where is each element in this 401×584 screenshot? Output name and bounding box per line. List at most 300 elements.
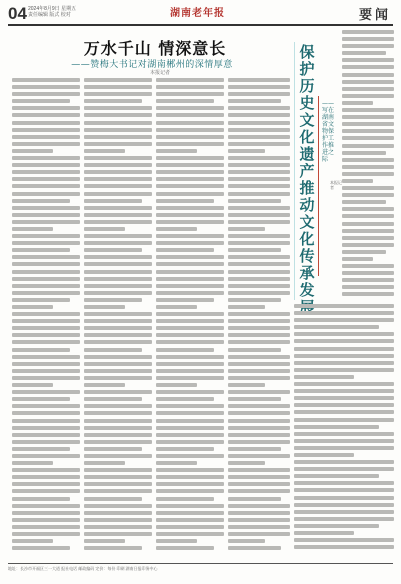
text-line	[84, 170, 152, 174]
text-line	[84, 404, 152, 408]
text-line	[156, 454, 224, 458]
feature-column-2	[294, 304, 394, 558]
text-line	[228, 369, 290, 373]
text-line	[156, 291, 224, 295]
text-line	[342, 257, 373, 261]
text-line	[342, 193, 394, 197]
text-line	[12, 383, 53, 387]
text-line	[294, 396, 394, 400]
text-line	[294, 503, 394, 507]
text-line	[12, 170, 80, 174]
text-line	[12, 192, 80, 196]
text-line	[12, 255, 80, 259]
text-line	[12, 135, 80, 139]
text-line	[84, 291, 152, 295]
text-line	[342, 122, 394, 126]
text-line	[228, 447, 281, 451]
page-number: 04	[8, 4, 27, 23]
text-line	[84, 433, 152, 437]
text-line	[156, 355, 224, 359]
text-line	[228, 390, 290, 394]
text-line	[84, 504, 152, 508]
text-line	[84, 220, 152, 224]
text-line	[12, 497, 70, 501]
text-line	[156, 277, 224, 281]
text-line	[84, 248, 142, 252]
text-line	[156, 539, 197, 543]
text-line	[12, 369, 80, 373]
text-line	[342, 101, 373, 105]
text-line	[84, 454, 152, 458]
feature-decoration-line	[318, 96, 319, 276]
text-line	[156, 419, 224, 423]
text-line	[156, 532, 224, 536]
text-line	[294, 318, 394, 322]
text-line	[156, 497, 214, 501]
text-line	[156, 163, 224, 167]
text-line	[228, 518, 290, 522]
text-line	[156, 227, 197, 231]
text-line	[342, 129, 394, 133]
text-line	[294, 538, 394, 542]
text-line	[156, 121, 224, 125]
text-line	[342, 115, 394, 119]
text-line	[342, 285, 394, 289]
text-line	[12, 177, 80, 181]
text-line	[156, 113, 224, 117]
text-line	[84, 85, 152, 89]
text-line	[294, 488, 394, 492]
text-line	[84, 326, 152, 330]
text-line	[12, 121, 80, 125]
text-line	[228, 454, 290, 458]
text-line	[228, 78, 290, 82]
text-line	[294, 467, 394, 471]
text-line	[12, 184, 80, 188]
text-line	[228, 397, 281, 401]
text-line	[156, 411, 224, 415]
text-line	[228, 270, 290, 274]
text-line	[228, 99, 281, 103]
text-line	[84, 397, 142, 401]
text-line	[12, 270, 80, 274]
text-line	[294, 418, 394, 422]
text-line	[156, 220, 224, 224]
section-name: 要闻	[358, 8, 391, 23]
text-line	[12, 362, 80, 366]
text-line	[156, 262, 224, 266]
text-line	[12, 305, 53, 309]
text-line	[228, 525, 290, 529]
text-line	[156, 447, 214, 451]
text-line	[12, 206, 80, 210]
text-line	[84, 227, 125, 231]
text-line	[342, 30, 394, 34]
text-line	[12, 106, 80, 110]
text-line	[156, 206, 224, 210]
text-line	[294, 403, 394, 407]
text-line	[84, 532, 152, 536]
text-line	[156, 369, 224, 373]
text-line	[342, 278, 394, 282]
text-line	[156, 85, 224, 89]
text-line	[294, 339, 394, 343]
text-line	[342, 186, 394, 190]
text-line	[228, 142, 290, 146]
text-line	[228, 184, 290, 188]
text-line	[228, 482, 290, 486]
text-line	[156, 546, 214, 550]
text-line	[342, 229, 394, 233]
text-line	[156, 440, 224, 444]
text-line	[12, 511, 80, 515]
feature-byline: 本报记者	[330, 180, 342, 190]
text-line	[84, 163, 152, 167]
text-line	[228, 241, 290, 245]
text-line	[84, 113, 152, 117]
text-line	[228, 532, 290, 536]
text-line	[156, 489, 224, 493]
date-line: 2024年8月9日 星期五	[28, 6, 77, 12]
text-line	[84, 270, 152, 274]
text-line	[84, 489, 152, 493]
text-line	[84, 312, 152, 316]
text-line	[156, 255, 224, 259]
text-line	[84, 305, 125, 309]
text-line	[84, 213, 152, 217]
text-line	[294, 368, 394, 372]
text-line	[228, 192, 290, 196]
text-line	[84, 461, 125, 465]
text-line	[12, 241, 80, 245]
text-line	[156, 92, 224, 96]
text-line	[84, 241, 152, 245]
text-line	[156, 177, 224, 181]
text-line	[12, 262, 80, 266]
text-line	[12, 142, 80, 146]
text-line	[228, 539, 265, 543]
text-line	[156, 468, 224, 472]
text-line	[84, 255, 152, 259]
text-line	[84, 419, 152, 423]
text-line	[342, 108, 394, 112]
text-line	[156, 156, 224, 160]
text-line	[84, 177, 152, 181]
text-line	[84, 355, 152, 359]
text-line	[156, 475, 224, 479]
feature-subtitle: ——写在湖南省文物保护工作推进之际	[322, 100, 335, 163]
text-line	[342, 65, 394, 69]
text-line	[84, 135, 152, 139]
text-line	[156, 241, 224, 245]
text-line	[342, 58, 394, 62]
text-line	[294, 354, 394, 358]
text-line	[84, 383, 125, 387]
text-line	[294, 524, 379, 528]
text-line	[228, 163, 290, 167]
text-line	[228, 156, 290, 160]
text-line	[84, 333, 152, 337]
text-line	[228, 92, 290, 96]
text-line	[342, 51, 386, 55]
text-line	[84, 390, 152, 394]
text-line	[156, 525, 224, 529]
text-line	[294, 375, 354, 379]
text-line	[12, 355, 80, 359]
lead-column-4	[228, 78, 290, 558]
text-line	[156, 142, 224, 146]
text-line	[12, 539, 53, 543]
text-line	[228, 419, 290, 423]
text-line	[342, 292, 394, 296]
text-line	[12, 447, 70, 451]
text-line	[294, 481, 394, 485]
text-line	[12, 475, 80, 479]
text-line	[228, 348, 281, 352]
text-line	[342, 236, 394, 240]
text-line	[156, 433, 224, 437]
text-line	[12, 277, 80, 281]
text-line	[342, 87, 394, 91]
text-line	[156, 426, 224, 430]
text-line	[294, 531, 354, 535]
text-line	[84, 539, 125, 543]
text-line	[294, 460, 394, 464]
text-line	[228, 504, 290, 508]
text-line	[12, 220, 80, 224]
text-line	[342, 37, 394, 41]
text-line	[228, 177, 290, 181]
text-line	[228, 440, 290, 444]
text-line	[12, 319, 80, 323]
lead-column-2	[84, 78, 152, 558]
text-line	[84, 511, 152, 515]
text-line	[156, 376, 224, 380]
text-line	[156, 312, 224, 316]
text-line	[294, 510, 394, 514]
text-line	[156, 397, 214, 401]
text-line	[342, 158, 394, 162]
text-line	[228, 404, 290, 408]
text-line	[156, 362, 224, 366]
text-line	[12, 376, 80, 380]
text-line	[294, 311, 394, 315]
text-line	[342, 250, 386, 254]
text-line	[294, 425, 379, 429]
text-line	[12, 433, 80, 437]
text-line	[294, 496, 394, 500]
text-line	[228, 355, 290, 359]
text-line	[342, 144, 394, 148]
text-line	[12, 468, 80, 472]
text-line	[84, 206, 152, 210]
text-line	[156, 270, 224, 274]
date-block	[28, 6, 76, 18]
text-line	[12, 404, 80, 408]
text-line	[156, 348, 214, 352]
text-line	[156, 234, 224, 238]
text-line	[294, 361, 394, 365]
text-line	[342, 243, 394, 247]
text-line	[342, 94, 394, 98]
text-line	[12, 128, 80, 132]
text-line	[294, 325, 379, 329]
text-line	[228, 433, 290, 437]
paper-name: 湖南老年报	[170, 8, 225, 19]
text-line	[84, 262, 152, 266]
text-line	[342, 151, 386, 155]
text-line	[84, 411, 152, 415]
text-line	[84, 149, 125, 153]
text-line	[156, 248, 214, 252]
text-line	[12, 234, 80, 238]
text-line	[228, 511, 290, 515]
text-line	[294, 446, 394, 450]
text-line	[12, 348, 70, 352]
text-line	[342, 222, 394, 226]
text-line	[228, 546, 281, 550]
text-line	[12, 326, 80, 330]
text-line	[228, 291, 290, 295]
text-line	[342, 172, 394, 176]
text-line	[294, 410, 394, 414]
text-line	[342, 207, 394, 211]
text-line	[156, 482, 224, 486]
text-line	[228, 149, 265, 153]
text-line	[294, 453, 354, 457]
text-line	[12, 199, 70, 203]
text-line	[294, 432, 394, 436]
text-line	[12, 426, 80, 430]
text-line	[12, 312, 80, 316]
text-line	[12, 149, 53, 153]
text-line	[156, 192, 224, 196]
text-line	[12, 163, 80, 167]
text-line	[156, 504, 224, 508]
text-line	[156, 390, 224, 394]
text-line	[84, 128, 152, 132]
text-line	[12, 113, 80, 117]
text-line	[228, 319, 290, 323]
text-line	[342, 214, 394, 218]
text-line	[228, 262, 290, 266]
text-line	[12, 454, 80, 458]
text-line	[228, 234, 290, 238]
text-line	[12, 532, 80, 536]
text-line	[84, 199, 142, 203]
text-line	[228, 121, 290, 125]
text-line	[12, 390, 80, 394]
edition-line: 责任编辑 版式 校对	[28, 12, 71, 18]
lead-column-1	[12, 78, 80, 558]
text-line	[84, 78, 152, 82]
text-line	[228, 227, 265, 231]
text-line	[84, 525, 152, 529]
text-line	[156, 99, 214, 103]
text-line	[294, 382, 394, 386]
text-line	[228, 333, 290, 337]
text-line	[228, 248, 281, 252]
text-line	[156, 298, 214, 302]
text-line	[12, 504, 80, 508]
text-line	[84, 518, 152, 522]
text-line	[228, 340, 290, 344]
text-line	[12, 397, 70, 401]
text-line	[156, 149, 197, 153]
text-line	[84, 156, 152, 160]
text-line	[228, 468, 290, 472]
footer-text: 地址：长沙市开福区三一大道 报社电话 邮政编码 定价：每份 印刷 湖南日报印务中心	[8, 566, 158, 571]
text-line	[342, 271, 394, 275]
text-line	[228, 220, 290, 224]
text-line	[156, 284, 224, 288]
text-line	[294, 474, 379, 478]
text-line	[156, 518, 224, 522]
text-line	[156, 511, 224, 515]
text-line	[84, 546, 142, 550]
text-line	[228, 383, 265, 387]
text-line	[228, 128, 290, 132]
text-line	[156, 383, 197, 387]
text-line	[84, 192, 152, 196]
text-line	[12, 525, 80, 529]
text-line	[156, 326, 224, 330]
text-line	[156, 340, 224, 344]
text-line	[228, 326, 290, 330]
text-line	[84, 348, 142, 352]
text-line	[84, 468, 152, 472]
text-line	[228, 106, 290, 110]
text-line	[12, 85, 80, 89]
text-line	[84, 106, 152, 110]
text-line	[12, 227, 53, 231]
text-line	[228, 497, 281, 501]
text-line	[84, 440, 152, 444]
text-line	[156, 199, 214, 203]
text-line	[12, 92, 80, 96]
lead-byline: 本报记者	[150, 70, 171, 76]
text-line	[228, 362, 290, 366]
text-line	[156, 305, 197, 309]
text-line	[156, 184, 224, 188]
text-line	[228, 170, 290, 174]
text-line	[156, 106, 224, 110]
text-line	[228, 489, 290, 493]
text-line	[228, 305, 265, 309]
text-line	[228, 411, 290, 415]
text-line	[228, 255, 290, 259]
text-line	[84, 362, 152, 366]
text-line	[84, 298, 142, 302]
text-line	[228, 312, 290, 316]
text-line	[228, 206, 290, 210]
text-line	[342, 73, 394, 77]
text-line	[12, 284, 80, 288]
text-line	[228, 298, 281, 302]
text-line	[156, 78, 224, 82]
lead-column-3	[156, 78, 224, 558]
text-line	[294, 545, 394, 549]
text-line	[12, 213, 80, 217]
text-line	[156, 213, 224, 217]
text-line	[156, 135, 224, 139]
text-line	[294, 517, 394, 521]
text-line	[228, 426, 290, 430]
text-line	[84, 376, 152, 380]
text-line	[228, 284, 290, 288]
text-line	[342, 80, 394, 84]
text-line	[294, 304, 394, 308]
